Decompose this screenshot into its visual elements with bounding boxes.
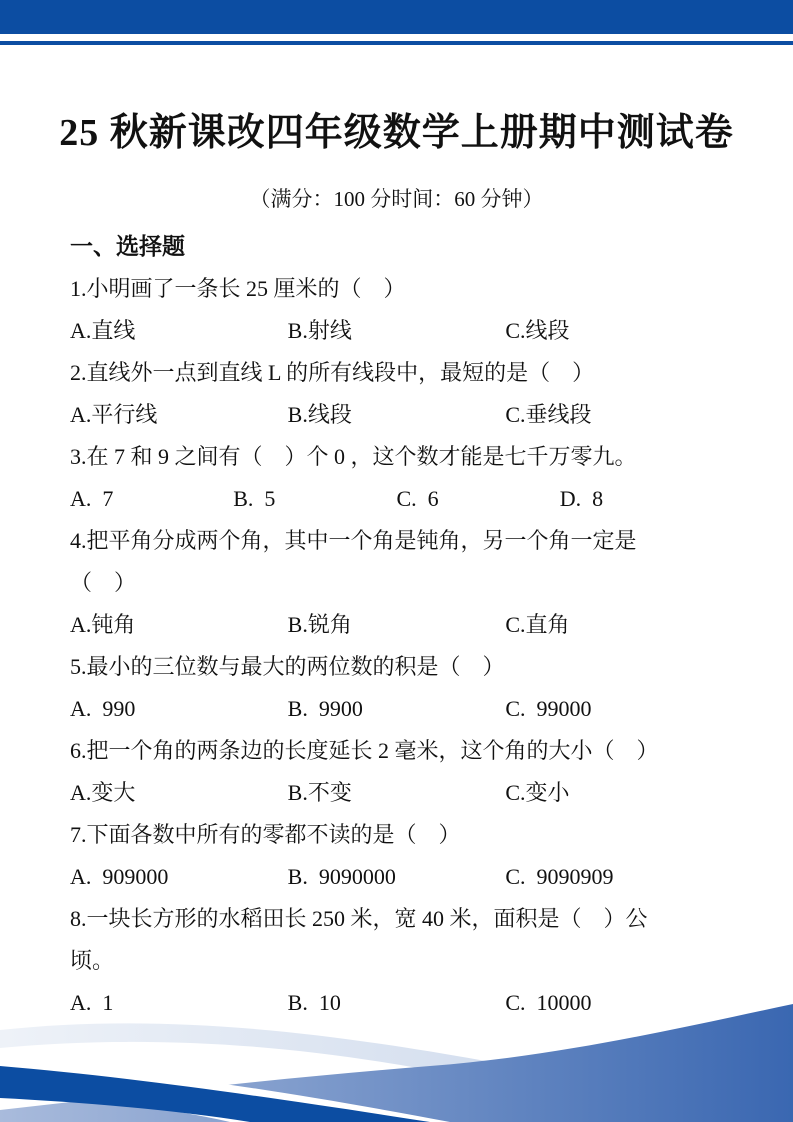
section-heading: 一、选择题 (70, 234, 185, 259)
option: A. 990 (70, 696, 136, 721)
option: B. 9900 (287, 696, 363, 721)
option: D. 8 (559, 486, 604, 511)
options-row (70, 688, 723, 730)
question-line: 2.直线外一点到直线 L 的所有线段中，最短的是（ ） (70, 360, 595, 385)
option: A. 7 (70, 486, 114, 511)
question-line: 顷。 (70, 948, 115, 973)
question-line: 4.把平角分成两个角，其中一个角是钝角，另一个角一定是 (70, 528, 637, 553)
question-block (70, 646, 723, 730)
option: A. 1 (70, 990, 114, 1015)
options-row (70, 772, 723, 814)
option: B.不变 (287, 780, 352, 805)
option: C.变小 (505, 780, 570, 805)
question-line: 5.最小的三位数与最大的两位数的积是（ ） (70, 654, 505, 679)
option: B.锐角 (287, 612, 352, 637)
option: C.线段 (505, 318, 570, 343)
option: B.射线 (287, 318, 352, 343)
header-accent-line (0, 41, 793, 45)
question-block (70, 814, 723, 898)
option: B.线段 (287, 402, 352, 427)
question-line: 1.小明画了一条长 25 厘米的（ ） (70, 276, 406, 301)
option: A.平行线 (70, 402, 158, 427)
option: C. 99000 (505, 696, 592, 721)
question-lines (70, 814, 723, 856)
header-bar (0, 0, 793, 34)
option: A. 909000 (70, 864, 169, 889)
question-lines (70, 520, 723, 604)
option: A.变大 (70, 780, 136, 805)
question-block (70, 520, 723, 646)
question-block (70, 730, 723, 814)
options-row (70, 310, 723, 352)
option: A.钝角 (70, 612, 136, 637)
option: B. 9090000 (287, 864, 396, 889)
option: C. 9090909 (505, 864, 614, 889)
option: B. 5 (233, 486, 276, 511)
options-row (70, 604, 723, 646)
option: C.直角 (505, 612, 570, 637)
question-lines (70, 268, 723, 310)
option: C. 10000 (505, 990, 592, 1015)
question-lines (70, 646, 723, 688)
footer-wave-decoration (0, 1002, 793, 1122)
options-row (70, 394, 723, 436)
question-block (70, 352, 723, 436)
question-block (70, 268, 723, 352)
question-section (70, 226, 723, 1024)
question-line: 7.下面各数中所有的零都不读的是（ ） (70, 822, 461, 847)
question-lines (70, 898, 723, 982)
question-lines (70, 730, 723, 772)
question-lines (70, 352, 723, 394)
question-line: 8.一块长方形的水稻田长 250 米，宽 40 米，面积是（ ）公 (70, 906, 648, 931)
option: C. 6 (396, 486, 439, 511)
question-line: 6.把一个角的两条边的长度延长 2 毫米，这个角的大小（ ） (70, 738, 659, 763)
options-row (70, 856, 723, 898)
question-line: 3.在 7 和 9 之间有（ ）个 0 ，这个数才能是七千万零九。 (70, 444, 637, 469)
page-subtitle: （满分：100 分时间：60 分钟） (249, 187, 544, 211)
options-row (70, 478, 723, 520)
option: B. 10 (287, 990, 341, 1015)
question-list (70, 268, 723, 1024)
question-block (70, 436, 723, 520)
question-line: （ ） (70, 570, 137, 595)
page-title: 25 秋新课改四年级数学上册期中测试卷 (59, 112, 734, 154)
option: C.垂线段 (505, 402, 592, 427)
question-lines (70, 436, 723, 478)
option: A.直线 (70, 318, 136, 343)
